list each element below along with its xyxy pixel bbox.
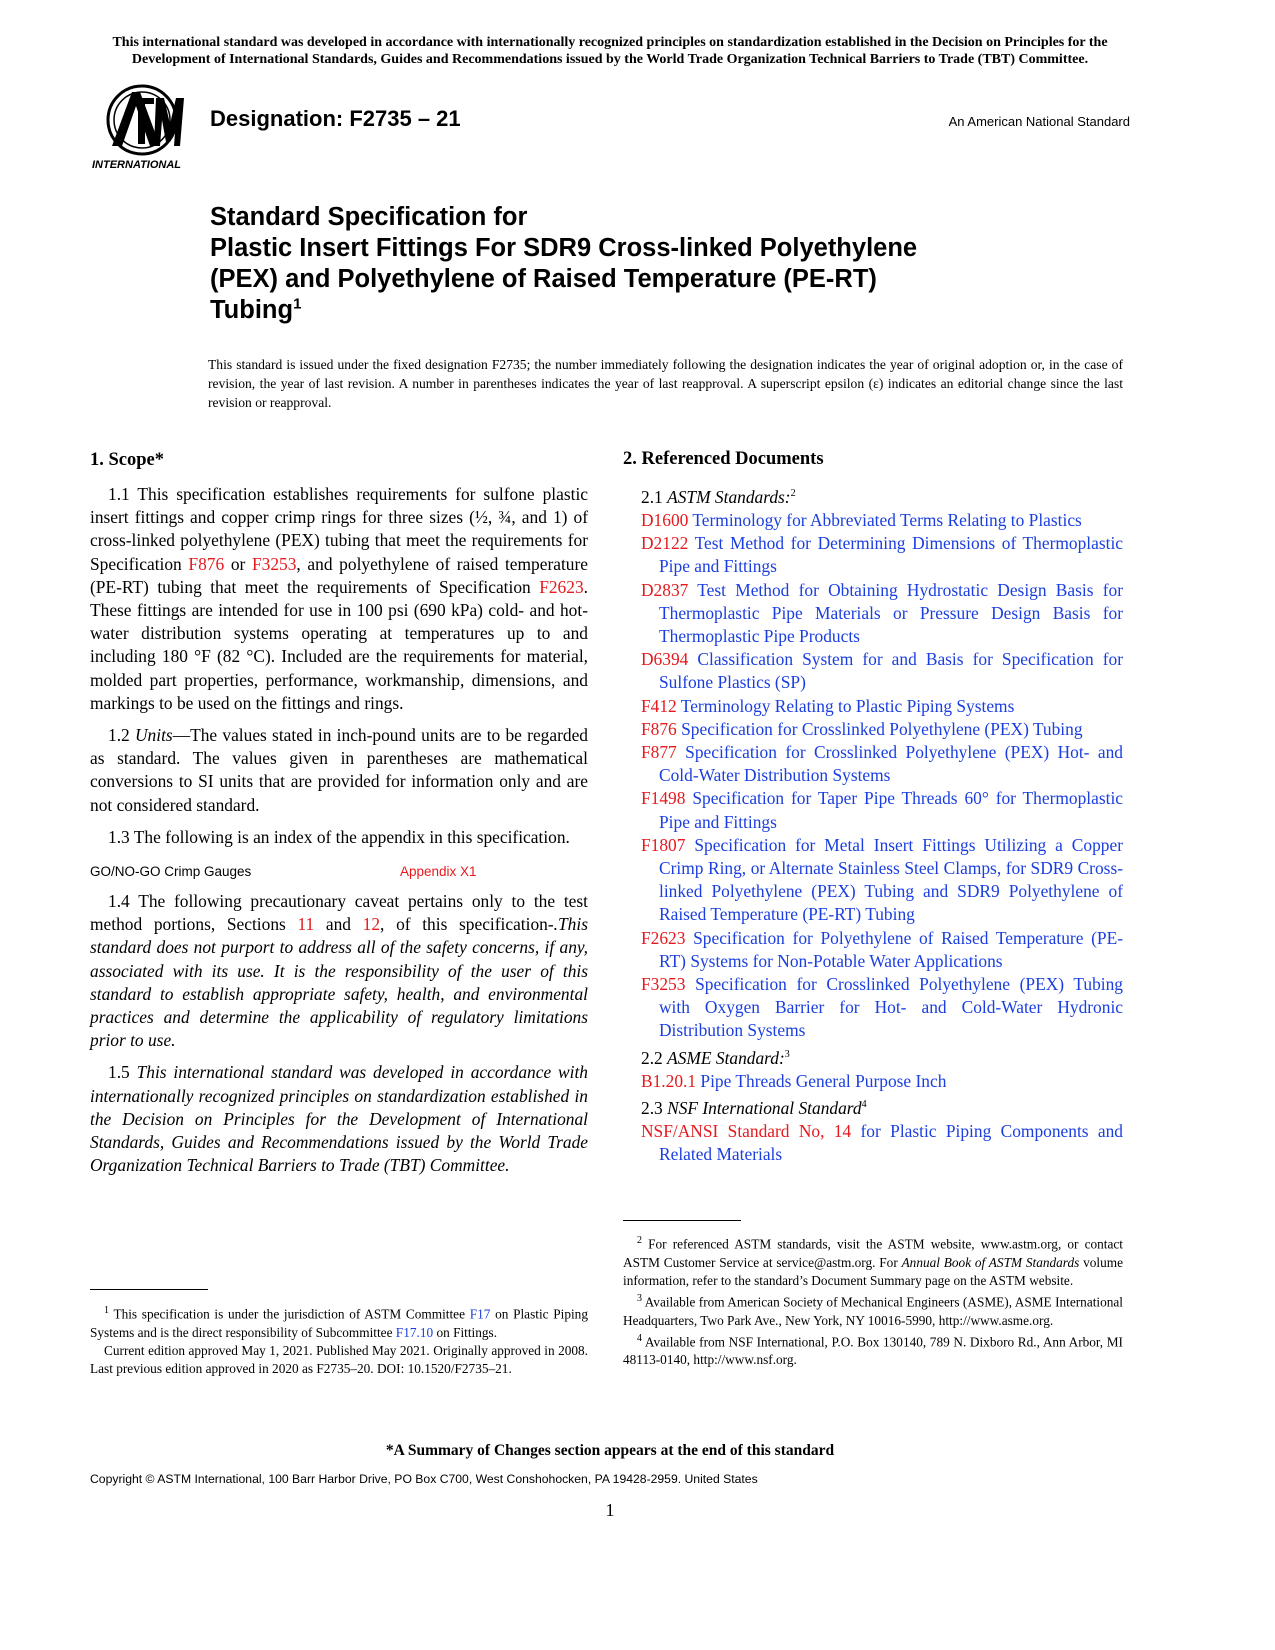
international-standard-notice [90, 34, 1130, 68]
reference-code-link[interactable]: D2837 [641, 579, 689, 600]
reference-item [623, 834, 1123, 927]
reference-code-link[interactable]: F3253 [641, 974, 686, 995]
right-column [623, 447, 1123, 1166]
reference-code-link[interactable]: D6394 [641, 649, 689, 670]
astm-footnote-mark[interactable]: 2 [790, 488, 796, 499]
reference-title-link[interactable]: Pipe Threads General Purpose Inch [696, 1070, 947, 1091]
summary-of-changes-note: *A Summary of Changes section appears at the end of this standard [385, 1442, 835, 1459]
reference-title-link[interactable]: Specification for Polyethylene of Raised Temperature (PE-RT) Systems for Non-Potable Water Applications [659, 927, 1123, 971]
footnote-4: $^4$ Available from NSF International, P.O. Box 130140, 789 N. Dixboro Rd., Ann Arbor, MI 48113-0140, http://www.nsf.org. [623, 1332, 1123, 1368]
scope-heading: 1. Scope* [90, 450, 164, 470]
reference-code-link[interactable]: F1807 [641, 834, 686, 855]
reference-code-link[interactable]: F2623 [641, 927, 686, 948]
reference-title-link[interactable]: Specification for Crosslinked Polyethylene (PEX) Hot- and Cold-Water Distribution Systems [659, 742, 1123, 786]
svg-text:INTERNATIONAL: INTERNATIONAL [92, 159, 182, 171]
reference-item [623, 1070, 1123, 1093]
reference-item [623, 787, 1123, 833]
appendix-index-label: GO/NO-GO Crimp Gauges [90, 864, 252, 880]
scope-para-1-1: 1.1 This specification establishes requirements for sulfone plastic insert fittings and copper crimp rings for three sizes (½, ¾, and 1) of cross-linked polyethylene (PEX) tubing that meet the requirements for Specification F876 or F3253, and polyethylene of raised temperature (PE-RT) tubing that meet the requirements of Specification F2623. These fittings are intended for use in 100 psi (690 kPa) cold- and hot-water distribution systems operating at temperatures up to and including 180 °F (82 °C). Included are the requirements for material, molded part properties, performance, workmanship, dimensions, and markings to be used on the fittings and rings. [90, 484, 588, 713]
page-number: 1 [605, 1500, 615, 1520]
link-section-11[interactable]: 11 [297, 914, 315, 935]
left-column [90, 448, 588, 1186]
title-line-3: (PEX) and Polyethylene of Raised Temperature (PE-RT) [210, 265, 877, 293]
copyright-line: Copyright © ASTM International, 100 Barr Harbor Drive, PO Box C700, West Conshohocken, PA 19428-2959. United States [90, 1472, 758, 1486]
american-national-standard-label: An American National Standard [948, 114, 1130, 129]
reference-item [623, 695, 1123, 718]
reference-code-link[interactable]: F877 [641, 742, 677, 763]
scope-para-1-5: 1.5 This international standard was developed in accordance with internationally recognized principles on standardization established in the Decision on Principles for the Development of International Standards, Guides and Recommendations issued by the World Trade Organization Technical Barriers to Trade (TBT) Committee. [90, 1062, 588, 1176]
footnote-2: $^2$ For referenced ASTM standards, visit the ASTM website, www.astm.org, or contact ASTM Customer Service at service@astm.org. For Annual Book of ASTM Standards volume information, refer to the standard’s Document Summary page on the ASTM website. [623, 1235, 1123, 1288]
asme-standard-heading: 2.2 ASME Standard:$^3$ [641, 1047, 790, 1068]
reference-item [623, 532, 1123, 578]
link-f17[interactable]: F17 [469, 1306, 491, 1322]
reference-title-link[interactable]: for Plastic Piping Components and Related Materials [659, 1120, 1124, 1165]
reference-code-link[interactable]: F412 [641, 695, 677, 716]
reference-item [623, 973, 1123, 1043]
title-line-2: Plastic Insert Fittings For SDR9 Cross-linked Polyethylene [210, 234, 918, 262]
reference-item [623, 927, 1123, 973]
footnote-divider-left [90, 1289, 208, 1290]
reference-title-link[interactable]: Specification for Taper Pipe Threads 60° for Thermoplastic Pipe and Fittings [659, 788, 1123, 832]
issued-note: This standard is issued under the fixed designation F2735; the number immediately following the designation indicates the year of original adoption or, in the case of revision, the year of last revision. A number in parentheses indicates the year of last reapproval. A superscript epsilon (ε) indicates an editorial change since the last revision or reapproval. [208, 357, 1123, 410]
title-line-4 [210, 295, 1110, 326]
reference-code-link[interactable]: D2122 [641, 533, 689, 554]
reference-code-link[interactable]: F876 [641, 718, 677, 739]
appendix-index-link[interactable]: Appendix X1 [400, 864, 477, 880]
footnote-divider-right [623, 1220, 741, 1221]
astm-standards-heading: 2.1 ASTM Standards:$^2$ [641, 486, 796, 507]
reference-title-link[interactable]: Test Method for Determining Dimensions of Thermoplastic Pipe and Fittings [659, 533, 1123, 577]
nsf-standard-heading: 2.3 NSF International Standard$^4$ [641, 1097, 867, 1118]
notice-line-2: Development of International Standards, Guides and Recommendations issued by the World Trade Organization Technical Barriers to Trade (TBT) Committee. [131, 52, 1089, 67]
title-line-1: Standard Specification for [210, 203, 528, 231]
title-line-4-text: Tubing [210, 296, 294, 324]
designation: Designation: F2735 – 21 [210, 106, 461, 131]
footnotes-right [623, 1232, 1123, 1370]
link-f2623[interactable]: F2623 [539, 576, 584, 597]
reference-code-link[interactable]: F1498 [641, 788, 686, 809]
reference-title-link[interactable]: Specification for Crosslinked Polyethylene (PEX) Tubing [676, 718, 1083, 739]
reference-item [623, 718, 1123, 741]
footnotes-left [90, 1302, 588, 1378]
scope-para-1-3: 1.3 The following is an index of the appendix in this specification. [108, 826, 570, 847]
astm-reference-list [623, 509, 1123, 1043]
reference-item [623, 741, 1123, 787]
reference-item [623, 1120, 1123, 1166]
reference-title-link[interactable]: Specification for Metal Insert Fittings Utilizing a Copper Crimp Ring, or Alternate Stainless Steel Clamps, for SDR9 Cross-linked Polyethylene (PEX) Tubing and SDR9 Polyethylene of Raised Temperature (PE-RT) Tubing [659, 834, 1123, 925]
reference-title-link[interactable]: Terminology Relating to Plastic Piping Systems [676, 695, 1015, 716]
footnote-1: $^1$ This specification is under the jurisdiction of ASTM Committee F17 on Plastic Piping Systems and is the direct responsibility of Subcommittee F17.10 on Fittings. [90, 1305, 588, 1340]
document-title [210, 202, 1110, 326]
link-f876[interactable]: F876 [188, 553, 225, 574]
title-footnote-mark[interactable]: 1 [293, 295, 302, 313]
scope-para-1-4: 1.4 The following precautionary caveat pertains only to the test method portions, Sections 11 and 12, of this specification-.This standard does not purport to address all of the safety concerns, if any, associated with its use. It is the responsibility of the user of this standard to establish appropriate safety, health, and environmental practices and determine the applicability of regulatory limitations prior to use. [90, 891, 588, 1051]
asme-reference-list [623, 1070, 1123, 1093]
link-section-12[interactable]: 12 [362, 914, 381, 935]
reference-code-link[interactable]: D1600 [641, 510, 689, 530]
nsf-footnote-mark[interactable]: 4 [861, 1098, 867, 1110]
reference-title-link[interactable]: Test Method for Obtaining Hydrostatic Design Basis for Thermoplastic Pipe Materials or Pressure Design Basis for Thermoplastic Pipe Products [659, 579, 1123, 647]
reference-item [623, 509, 1123, 532]
nsf-reference-list [623, 1120, 1123, 1166]
reference-code-link[interactable]: NSF/ANSI Standard No, 14 [641, 1120, 852, 1141]
reference-item [623, 648, 1123, 694]
reference-title-link[interactable]: Specification for Crosslinked Polyethylene (PEX) Tubing with Oxygen Barrier for Hot- and Cold-Water Hydronic Distribution Systems [659, 974, 1123, 1041]
reference-title-link[interactable]: Terminology for Abbreviated Terms Relating to Plastics [688, 510, 1082, 530]
link-f17-10[interactable]: F17.10 [395, 1324, 434, 1340]
reference-code-link[interactable]: B1.20.1 [641, 1070, 697, 1091]
footnote-1-edition: Current edition approved May 1, 2021. Published May 2021. Originally approved in 2008. Last previous edition approved in 2020 as F2735–20. DOI: 10.1520/F2735–21. [90, 1342, 588, 1377]
link-f3253[interactable]: F3253 [251, 553, 297, 574]
astm-logo [90, 84, 200, 174]
reference-title-link[interactable]: Classification System for and Basis for Specification for Sulfone Plastics (SP) [659, 649, 1123, 693]
referenced-documents-heading: 2. Referenced Documents [623, 449, 824, 469]
scope-para-1-2: 1.2 Units—The values stated in inch-pound units are to be regarded as standard. The values given in parentheses are mathematical conversions to SI units that are provided for information only and are not considered standard. [90, 725, 588, 815]
astm-logo-icon [90, 84, 200, 174]
footnote-3: $^3$ Available from American Society of Mechanical Engineers (ASME), ASME International Headquarters, Two Park Ave., New York, NY 10016-5990, http://www.asme.org. [623, 1293, 1123, 1328]
appendix-index-row [90, 858, 588, 880]
notice-line-1: This international standard was developed in accordance with internationally recognized principles on standardization established in the Decision on Principles for the [112, 35, 1108, 50]
reference-item [623, 579, 1123, 649]
asme-footnote-mark[interactable]: 3 [784, 1048, 790, 1060]
